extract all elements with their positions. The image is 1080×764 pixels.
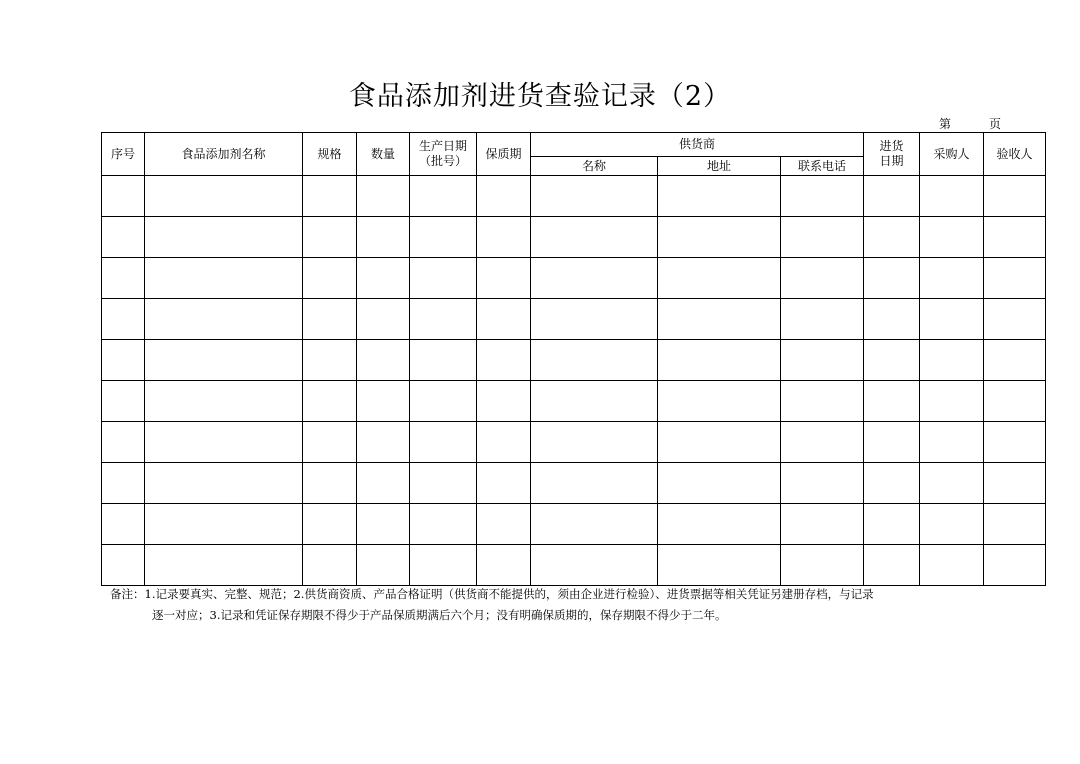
table-cell[interactable] <box>864 504 920 545</box>
table-cell[interactable] <box>357 299 410 340</box>
table-cell[interactable] <box>145 422 303 463</box>
table-cell[interactable] <box>864 422 920 463</box>
table-cell[interactable] <box>477 463 531 504</box>
table-cell[interactable] <box>145 258 303 299</box>
table-cell[interactable] <box>410 299 477 340</box>
header-supplier-name: 名称 <box>531 157 658 176</box>
page-number-marker <box>939 115 1001 132</box>
table-cell[interactable] <box>984 299 1046 340</box>
table-cell[interactable] <box>410 258 477 299</box>
table-cell[interactable] <box>864 217 920 258</box>
table-cell[interactable] <box>984 340 1046 381</box>
table-cell[interactable] <box>410 545 477 586</box>
header-purchase-date-line2: 日期 <box>879 154 904 168</box>
table-cell[interactable] <box>357 217 410 258</box>
table-cell[interactable] <box>303 504 357 545</box>
table-cell[interactable] <box>357 340 410 381</box>
table-cell[interactable] <box>303 217 357 258</box>
table-cell[interactable] <box>410 217 477 258</box>
header-purchase-date-line1: 进货 <box>879 139 904 153</box>
table-cell[interactable] <box>145 340 303 381</box>
table-cell[interactable] <box>920 176 984 217</box>
table-cell[interactable] <box>531 340 658 381</box>
table-cell[interactable] <box>102 545 145 586</box>
table-cell[interactable] <box>984 422 1046 463</box>
table-cell[interactable] <box>658 258 781 299</box>
table-cell[interactable] <box>781 381 864 422</box>
header-production-date-line1: 生产日期 <box>418 139 467 153</box>
table-cell[interactable] <box>410 422 477 463</box>
table-cell[interactable] <box>864 545 920 586</box>
table-cell[interactable] <box>781 176 864 217</box>
table-cell[interactable] <box>658 299 781 340</box>
table-cell[interactable] <box>145 504 303 545</box>
table-cell[interactable] <box>781 258 864 299</box>
table-row <box>102 504 1046 545</box>
header-purchase-date <box>864 133 920 176</box>
table-cell[interactable] <box>357 258 410 299</box>
table-row <box>102 176 1046 217</box>
table-cell[interactable] <box>145 463 303 504</box>
table-cell[interactable] <box>531 176 658 217</box>
table-cell[interactable] <box>984 176 1046 217</box>
table-cell[interactable] <box>658 217 781 258</box>
table-cell[interactable] <box>145 176 303 217</box>
table-cell[interactable] <box>477 217 531 258</box>
table-cell[interactable] <box>920 299 984 340</box>
table-cell[interactable] <box>531 545 658 586</box>
table-cell[interactable] <box>102 504 145 545</box>
table-cell[interactable] <box>102 422 145 463</box>
table-cell[interactable] <box>658 504 781 545</box>
table-cell[interactable] <box>145 545 303 586</box>
table-cell[interactable] <box>303 258 357 299</box>
table-cell[interactable] <box>864 340 920 381</box>
table-cell[interactable] <box>477 299 531 340</box>
table-cell[interactable] <box>920 422 984 463</box>
table-cell[interactable] <box>477 340 531 381</box>
table-cell[interactable] <box>357 545 410 586</box>
table-cell[interactable] <box>781 545 864 586</box>
header-shelf-life: 保质期 <box>477 133 531 176</box>
table-cell[interactable] <box>531 217 658 258</box>
header-spec: 规格 <box>303 133 357 176</box>
table-cell[interactable] <box>477 422 531 463</box>
table-cell[interactable] <box>920 340 984 381</box>
table-row <box>102 258 1046 299</box>
table-cell[interactable] <box>920 381 984 422</box>
table-cell[interactable] <box>658 463 781 504</box>
table-cell[interactable] <box>658 545 781 586</box>
table-row <box>102 463 1046 504</box>
page-title: 食品添加剂进货查验记录（2） <box>348 81 732 112</box>
table-row <box>102 217 1046 258</box>
table-cell[interactable] <box>984 217 1046 258</box>
table-row <box>102 340 1046 381</box>
table-cell[interactable] <box>145 381 303 422</box>
table-cell[interactable] <box>658 340 781 381</box>
header-production-date-line2: （批号） <box>418 154 467 168</box>
table-cell[interactable] <box>102 176 145 217</box>
table-cell[interactable] <box>781 463 864 504</box>
table-cell[interactable] <box>477 504 531 545</box>
table-cell[interactable] <box>864 381 920 422</box>
table-cell[interactable] <box>781 217 864 258</box>
table-cell[interactable] <box>984 545 1046 586</box>
table-cell[interactable] <box>531 504 658 545</box>
table-cell[interactable] <box>410 176 477 217</box>
table-cell[interactable] <box>864 463 920 504</box>
table-cell[interactable] <box>102 381 145 422</box>
table-cell[interactable] <box>145 299 303 340</box>
table-cell[interactable] <box>864 176 920 217</box>
header-buyer: 采购人 <box>920 133 984 176</box>
table-cell[interactable] <box>477 381 531 422</box>
notes-line-1: 备注：1.记录要真实、完整、规范；2.供货商资质、产品合格证明（供货商不能提供的，须由企业进行检验）、进货票据等相关凭证另建册存档，与记录 <box>110 587 874 601</box>
table-cell[interactable] <box>984 381 1046 422</box>
table-cell[interactable] <box>531 299 658 340</box>
table-cell[interactable] <box>303 299 357 340</box>
table-cell[interactable] <box>477 545 531 586</box>
header-additive-name: 食品添加剂名称 <box>145 133 303 176</box>
table-cell[interactable] <box>357 176 410 217</box>
table-cell[interactable] <box>781 299 864 340</box>
table-cell[interactable] <box>410 504 477 545</box>
table-cell[interactable] <box>303 176 357 217</box>
notes <box>110 584 1030 626</box>
page-number-prefix: 第 <box>939 117 952 131</box>
table-cell[interactable] <box>357 504 410 545</box>
table-cell[interactable] <box>658 422 781 463</box>
table-cell[interactable] <box>658 381 781 422</box>
table-cell[interactable] <box>531 381 658 422</box>
table-cell[interactable] <box>864 299 920 340</box>
table-cell[interactable] <box>984 504 1046 545</box>
header-index: 序号 <box>102 133 145 176</box>
table-cell[interactable] <box>410 340 477 381</box>
record-rows <box>102 176 1046 586</box>
notes-line-2: 逐一对应；3.记录和凭证保存期限不得少于产品保质期满后六个月；没有明确保质期的，保存期限不得少于二年。 <box>152 608 727 622</box>
header-supplier: 供货商 <box>531 133 864 157</box>
table-cell[interactable] <box>531 422 658 463</box>
table-cell[interactable] <box>303 381 357 422</box>
table-cell[interactable] <box>984 258 1046 299</box>
table-cell[interactable] <box>781 422 864 463</box>
table-cell[interactable] <box>658 176 781 217</box>
table-row <box>102 422 1046 463</box>
table-cell[interactable] <box>303 545 357 586</box>
table-cell[interactable] <box>145 217 303 258</box>
inspection-record-table <box>101 132 1046 586</box>
table-cell[interactable] <box>920 545 984 586</box>
table-cell[interactable] <box>864 258 920 299</box>
table-cell[interactable] <box>477 176 531 217</box>
table-cell[interactable] <box>531 463 658 504</box>
table-cell[interactable] <box>781 504 864 545</box>
header-production-date <box>410 133 477 176</box>
table-cell[interactable] <box>477 258 531 299</box>
table-cell[interactable] <box>303 340 357 381</box>
table-cell[interactable] <box>410 381 477 422</box>
table-cell[interactable] <box>531 258 658 299</box>
table-cell[interactable] <box>920 217 984 258</box>
table-cell[interactable] <box>102 258 145 299</box>
header-quantity: 数量 <box>357 133 410 176</box>
table-cell[interactable] <box>920 504 984 545</box>
table-row <box>102 299 1046 340</box>
table-cell[interactable] <box>984 463 1046 504</box>
table-cell[interactable] <box>102 340 145 381</box>
table-cell[interactable] <box>102 217 145 258</box>
header-supplier-address: 地址 <box>658 157 781 176</box>
table-cell[interactable] <box>102 299 145 340</box>
table-cell[interactable] <box>303 422 357 463</box>
table-cell[interactable] <box>781 340 864 381</box>
table-cell[interactable] <box>357 381 410 422</box>
table-cell[interactable] <box>357 422 410 463</box>
table-cell[interactable] <box>920 463 984 504</box>
table-cell[interactable] <box>102 463 145 504</box>
table-row <box>102 545 1046 586</box>
header-inspector: 验收人 <box>984 133 1046 176</box>
table-cell[interactable] <box>303 463 357 504</box>
table-cell[interactable] <box>920 258 984 299</box>
table-cell[interactable] <box>410 463 477 504</box>
header-supplier-phone: 联系电话 <box>781 157 864 176</box>
table-row <box>102 381 1046 422</box>
table-cell[interactable] <box>357 463 410 504</box>
page-number-suffix: 页 <box>989 117 1002 131</box>
